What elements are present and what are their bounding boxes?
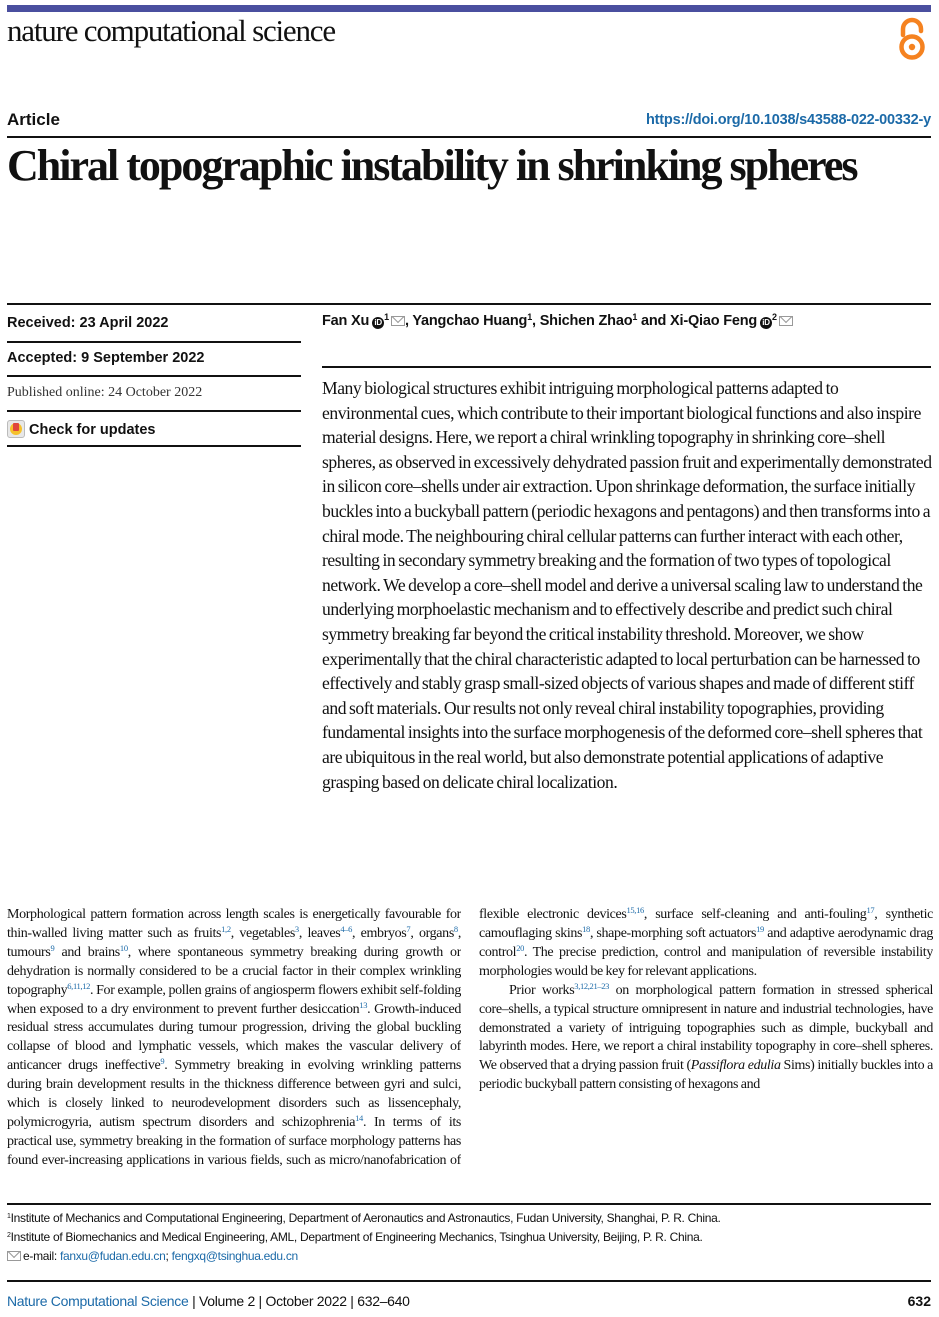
body-text: . In terms of its practical use, symmetry breaking in the formation of surface morphology patterns has found ever-increasing applications in various fields, such as micro/nanofabrication of <box>7 1114 461 1168</box>
published-date: Published online: 24 October 2022 <box>7 385 203 400</box>
body-text: , tumours <box>7 925 461 960</box>
footer-journal-name: Nature Computational Science <box>7 1293 189 1309</box>
footer-citation <box>7 1293 410 1309</box>
citation-reference[interactable]: 6,11,12 <box>67 980 91 991</box>
citation-reference[interactable]: 14 <box>355 1112 363 1123</box>
orcid-icon[interactable]: iD <box>760 317 772 329</box>
meta-divider <box>7 341 301 343</box>
meta-divider <box>7 410 301 412</box>
email-envelope-icon[interactable] <box>391 316 405 326</box>
body-column-right <box>479 906 933 1171</box>
body-text: , embryos <box>352 925 407 941</box>
email-label: e-mail: <box>23 1249 60 1263</box>
citation-reference[interactable]: 1,2 <box>221 923 231 934</box>
body-text-continued: and adaptive aerodynamic drag control <box>479 926 933 960</box>
email-envelope-icon <box>7 1251 21 1261</box>
author-separator: , <box>404 313 413 329</box>
citation-reference[interactable] <box>394 1170 402 1171</box>
affiliation-text: Institute of Biomechanics and Medical Engineering, AML, Department of Engineering Mechanics, Tsinghua University, Beijing, P. R. China. <box>10 1230 703 1244</box>
author-affiliation-number: 1 <box>527 312 533 322</box>
meta-top-rule <box>7 303 931 305</box>
orcid-icon[interactable]: iD <box>372 317 384 329</box>
email-link-fengxq[interactable]: fengxq@tsinghua.edu.cn <box>171 1249 298 1263</box>
footer-issue-details: | Volume 2 | October 2022 | 632–640 <box>188 1293 410 1309</box>
title-top-rule <box>7 136 931 138</box>
affiliation-1 <box>7 1211 721 1225</box>
author-name[interactable]: Fan Xu <box>322 313 370 329</box>
species-name: Passiflora edulia <box>690 1058 781 1074</box>
page-number: 632 <box>907 1293 931 1309</box>
citation-reference[interactable]: 3,12,21–23 <box>574 980 610 991</box>
email-separator: ; <box>165 1249 172 1263</box>
article-type-label: Article <box>7 110 60 129</box>
article-title: Chiral topographic instability in shrinking spheres <box>7 141 857 190</box>
citation-reference-continued[interactable]: 15,16 <box>626 906 644 916</box>
author-affiliation-number: 1 <box>632 312 638 322</box>
author-name[interactable]: Yangchao Huang <box>412 313 528 329</box>
body-text-continued: . The precise prediction, control and manipulation of reversible instability morphologies would be key for relevant applications. <box>479 944 933 979</box>
affiliation-text: Institute of Mechanics and Computational Engineering, Department of Aeronautics and Astronautics, Fudan University, Shanghai, P. R. China. <box>10 1211 721 1225</box>
citation-reference[interactable]: 4–6 <box>340 923 353 934</box>
body-text-continued: , shape-morphing soft actuators <box>589 926 757 941</box>
email-line <box>7 1249 298 1263</box>
affiliation-number: 2 <box>7 1232 11 1239</box>
citation-reference[interactable]: 13 <box>359 999 368 1010</box>
citation-reference[interactable]: 3 <box>294 923 299 934</box>
footnote-rule <box>7 1203 931 1205</box>
citation-reference[interactable]: 9 <box>50 942 55 953</box>
body-text-continued: , synthetic camouflaging skins <box>479 907 933 941</box>
author-separator: and <box>637 313 671 329</box>
citation-reference-continued[interactable]: 20 <box>516 942 525 953</box>
body-text: and brains <box>54 944 120 960</box>
body-text: Prior works <box>509 982 575 998</box>
affiliation-2 <box>7 1230 703 1244</box>
journal-accent-bar <box>7 5 931 12</box>
body-text: , vegetables <box>230 925 295 941</box>
received-date: Received: 23 April 2022 <box>7 315 169 331</box>
citation-reference[interactable]: 7 <box>406 923 411 934</box>
citation-reference[interactable] <box>155 1170 172 1171</box>
author-list <box>322 313 793 329</box>
citation-reference[interactable]: 8 <box>453 923 458 934</box>
open-access-lock-icon <box>897 17 927 61</box>
check-for-updates-icon <box>7 420 25 438</box>
author-name[interactable]: Xi-Qiao Feng <box>670 313 758 329</box>
email-envelope-icon[interactable] <box>779 316 793 326</box>
meta-divider <box>7 445 301 447</box>
citation-reference-continued[interactable]: 18 <box>582 924 590 934</box>
author-affiliation-number: 2 <box>772 312 777 322</box>
body-text: Sims) initially buckles into a periodic buckyball pattern consisting of hexagons and <box>479 1058 933 1093</box>
footer-rule <box>7 1280 931 1282</box>
citation-reference[interactable]: 10 <box>119 942 128 953</box>
citation-reference-continued[interactable]: 19 <box>756 924 764 934</box>
body-paragraph <box>479 906 933 982</box>
body-paragraph <box>7 906 461 1171</box>
meta-divider <box>7 375 301 377</box>
body-text-continued: flexible electronic devices <box>479 907 627 923</box>
body-text: . Symmetry breaking in evolving wrinkling patterns during brain development results in the thickness difference between gyri and sulci, which is closely linked to neurodevelopment disorders such as lissencephaly, polymicrogyria, autism spectrum disorders and schizophrenia <box>7 1058 461 1130</box>
citation-reference-continued[interactable]: 17 <box>866 906 875 916</box>
abstract-top-rule <box>322 366 931 368</box>
author-affiliation-number: 1 <box>384 312 389 322</box>
body-text-continued: , surface self-cleaning and anti-fouling <box>643 907 867 923</box>
journal-name: nature computational science <box>7 13 335 48</box>
body-text: . Growth-induced residual stress accumulates during tumour progression, driving the global buckling collapse of blood and lymphatic vessels, which makes the vascular delivery of anticancer drugs ineffective <box>7 1001 461 1074</box>
body-text: , where spontaneous symmetry breaking during growth or dehydration is normally considered to be a crucial factor in their complex wrinkling topography <box>7 944 461 998</box>
email-link-fanxu[interactable]: fanxu@fudan.edu.cn <box>59 1249 166 1263</box>
body-paragraph <box>479 982 933 1095</box>
affiliation-number: 1 <box>7 1213 11 1220</box>
accepted-date: Accepted: 9 September 2022 <box>7 350 205 366</box>
check-for-updates-button[interactable] <box>7 420 156 438</box>
doi-link[interactable]: https://doi.org/10.1038/s43588-022-00332-y <box>646 112 931 128</box>
body-column-left <box>7 906 461 1171</box>
author-name[interactable]: Shichen Zhao <box>539 313 633 329</box>
author-separator: , <box>532 313 540 329</box>
check-for-updates-label: Check for updates <box>29 422 156 438</box>
body-text: . For example, pollen grains of angiosperm flowers exhibit self-folding when exposed to a dry environment to prevent further desiccation <box>7 982 461 1017</box>
body-text: on morphological pattern formation in stressed spherical core–shells, a typical structure omnipresent in nature and industrial technologies, have demonstrated a variety of intriguing topographies such as dimple, buckyball and labyrinth modes. Here, we report a chiral instability topography in core–shell spheres. We observed that a drying passion fruit ( <box>479 982 933 1074</box>
abstract: Many biological structures exhibit intriguing morphological patterns adapted to environmental cues, which contribute to their important biological functions and also inspire material designs. Here, we report a chiral wrinkling topography in shrinking core–shell spheres, as observed in excessively dehydrated passion fruit and experimentally demonstrated in silicon core–shells under air extraction. Upon shrinkage deformation, the surface initially buckles into a buckyball pattern (periodic hexagons and pentagons) and then transforms into a chiral mode. The neighbouring chiral cellular patterns can further interact with each other, resulting in secondary symmetry breaking and the formation of two types of topological network. We develop a core–shell model and derive a universal scaling law to understand the underlying morphoelastic mechanism and to effectively describe and predict such chiral symmetry breaking far beyond the critical instability threshold. Moreover, we show experimentally that the chiral characteristic adapted to local perturbation can be harnessed to effectively and stably grasp small-sized objects of various shapes and made of different stiff and soft materials. Our results not only reveal chiral instability topographies, providing fundamental insights into the surface morphogenesis of the deformed core–shell spheres that are ubiquitous in the real world, but also demonstrate potential applications of adaptive grasping based on delicate chiral localization. <box>322 378 932 792</box>
body-text: Morphological pattern formation across length scales is energetically favourable for thin-walled living matter such as fruits <box>7 907 461 941</box>
citation-reference[interactable]: 9 <box>160 1056 165 1067</box>
body-text: , organs <box>410 925 454 941</box>
body-text: , leaves <box>298 925 341 941</box>
